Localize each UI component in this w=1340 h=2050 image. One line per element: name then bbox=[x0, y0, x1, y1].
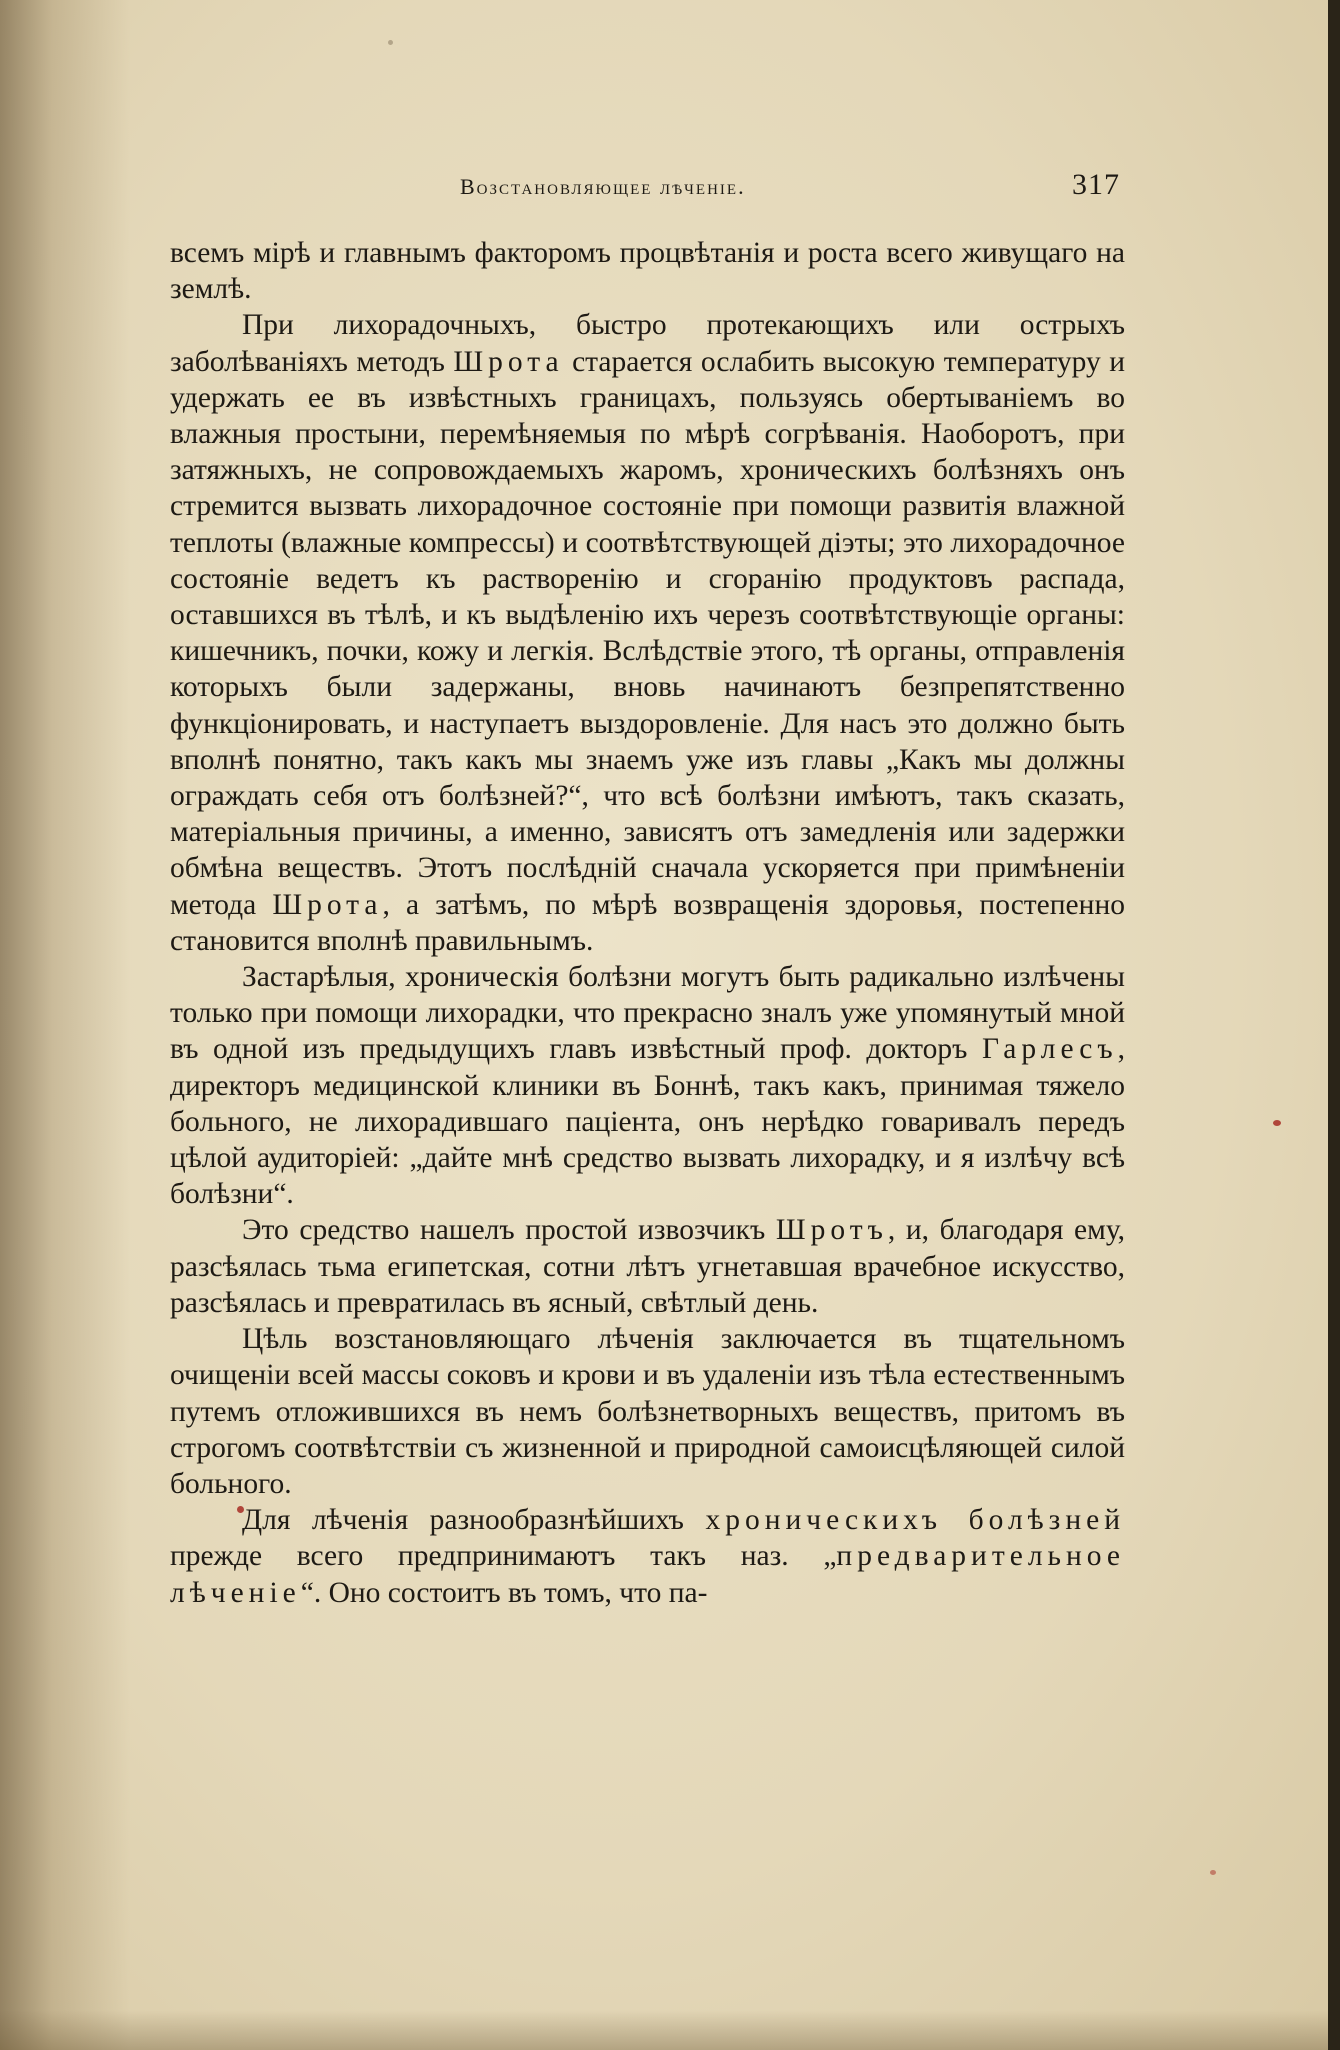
paragraph bbox=[170, 1502, 1125, 1611]
text-run: Застарѣлыя, хроническія болѣзни могутъ быть радикально излѣчены только при помощи лихорадки, что прекрасно зналъ уже упомянутый мной въ одной изъ предыдущихъ главъ извѣстный проф. докторъ bbox=[170, 961, 1125, 1066]
spaced-emphasis: Гарлесъ bbox=[981, 1033, 1118, 1066]
bottom-edge-shadow bbox=[0, 2010, 1340, 2050]
text-run: старается ослабить высокую температуру и удержать ее въ извѣстныхъ границахъ, пользуясь обертываніемъ во влажныя простыни, перемѣняемыя по мѣрѣ согрѣванія. Наоборотъ, при затяжныхъ, не сопровождаемыхъ жаромъ, хроническихъ болѣзняхъ онъ стремится вызвать лихорадочное состояніе при помощи развитія влажной теплоты (влажные компрессы) и соотвѣтствующей діэты; это лихорадочное состояніе ведетъ къ растворенію и сгоранію продуктовъ распада, оставшихся въ тѣлѣ, и къ выдѣленію ихъ черезъ соотвѣтствующіе органы: кишечникъ, почки, кожу и легкія. Вслѣдствіе этого, тѣ органы, отправленія которыхъ были задержаны, вновь начинаютъ безпрепятственно функціонировать, и наступаетъ выздоровленіе. Для насъ это должно быть вполнѣ понятно, такъ какъ мы знаемъ уже изъ главы „Какъ мы должны ограждать себя отъ болѣзней?“, что всѣ болѣзни имѣютъ, такъ сказать, матеріальныя причины, а именно, зависятъ отъ замедленія или задержки обмѣна веществъ. Этотъ послѣдній сначала ускоряется при примѣненіи метода bbox=[170, 345, 1125, 921]
paper-speck bbox=[1273, 1120, 1281, 1126]
running-title: Возстановляющее лѣченіе. bbox=[460, 174, 746, 199]
text-run: Для лѣченія разнообразнѣйшихъ bbox=[242, 1504, 706, 1537]
text-run: , а затѣмъ, по мѣрѣ возвращенія здоровья, постепенно становится вполнѣ правильнымъ. bbox=[170, 888, 1125, 957]
text-run: При лихорадочныхъ, быстро протекающихъ или острыхъ заболѣваніяхъ методъ bbox=[170, 309, 1125, 378]
text-run: прежде всего предпринимаютъ такъ наз. „ bbox=[170, 1540, 837, 1573]
text-run: Цѣль возстановляющаго лѣченія заключается въ тщательномъ очищеніи всей массы соковъ и крови и въ удаленіи изъ тѣла естественнымъ путемъ отложившихся въ немъ болѣзнетворныхъ веществъ, притомъ въ строгомъ соотвѣтствіи съ жизненной и природной самоисцѣляющей силой больного. bbox=[170, 1323, 1125, 1500]
text-run: всемъ мірѣ и главнымъ факторомъ процвѣтанія и роста всего живущаго на землѣ. bbox=[170, 237, 1125, 306]
paper-speck bbox=[388, 40, 393, 45]
text-run: , и, благодаря ему, разсѣялась тьма египетская, сотни лѣтъ угнетавшая врачебное искусство, разсѣялась и превратилась въ ясный, свѣтлый день. bbox=[170, 1214, 1125, 1319]
spaced-emphasis: предварительное лѣченіе bbox=[170, 1540, 1125, 1609]
paragraph bbox=[170, 1321, 1125, 1502]
text-run: “. Оно состоитъ въ томъ, что па- bbox=[300, 1576, 708, 1609]
paragraph bbox=[170, 235, 1125, 307]
paragraph bbox=[170, 1212, 1125, 1321]
text-run: , директоръ медицинской клиники въ Боннѣ, такъ какъ, принимая тяжело больного, не лихорадившаго паціента, онъ нерѣдко говаривалъ передъ цѣлой аудиторіей: „дайте мнѣ средство вызвать лихорадку, и я излѣчу всѣ болѣзни“. bbox=[170, 1033, 1125, 1211]
right-page-edge bbox=[1328, 0, 1340, 2050]
binding-shadow bbox=[0, 0, 130, 2050]
spaced-emphasis: Шротъ bbox=[775, 1214, 888, 1247]
spaced-emphasis: Шрота bbox=[453, 345, 564, 378]
body-text bbox=[170, 235, 1125, 1611]
page-header bbox=[170, 168, 1120, 208]
spaced-emphasis: Шрота bbox=[272, 888, 383, 921]
spaced-emphasis: хроническихъ болѣзней bbox=[705, 1504, 1126, 1537]
page-number: 317 bbox=[1072, 168, 1120, 201]
paragraph bbox=[170, 307, 1125, 959]
paper-speck bbox=[1210, 1870, 1216, 1875]
paragraph bbox=[170, 959, 1125, 1212]
text-run: Это средство нашелъ простой извозчикъ bbox=[242, 1214, 776, 1247]
